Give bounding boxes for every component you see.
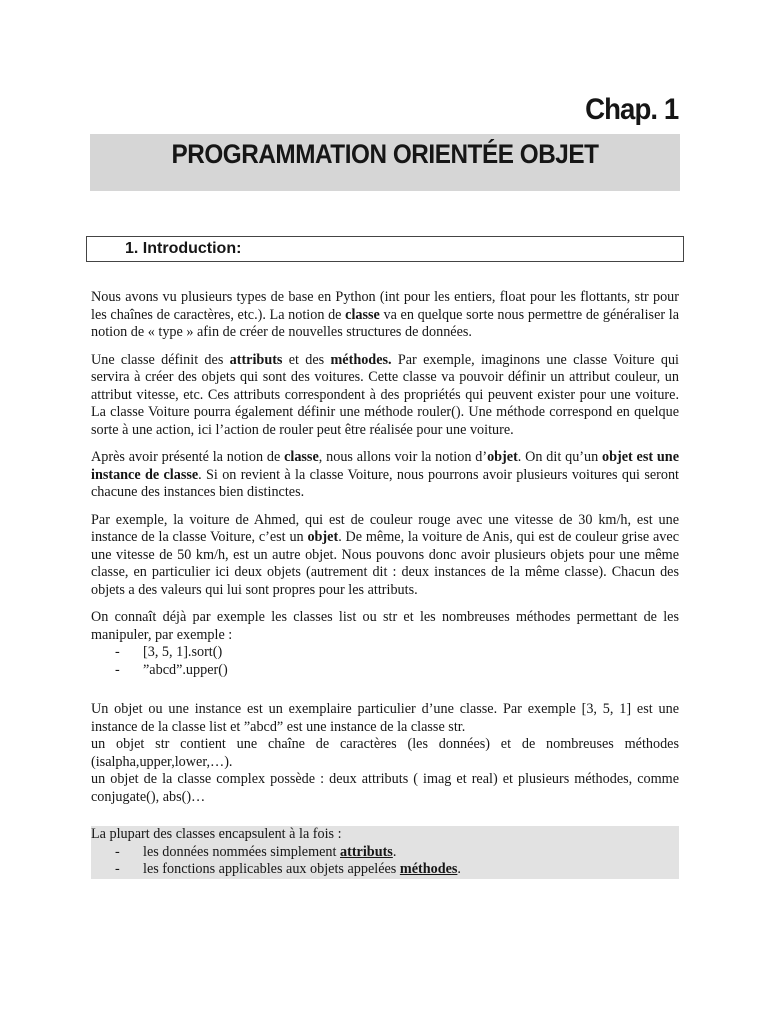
paragraph-5: On connaît déjà par exemple les classes list ou str et les nombreuses méthodes permettant de les manipuler, par exemple : [91, 609, 679, 643]
bold-term: attributs [229, 351, 283, 368]
text-run: . [392, 843, 397, 860]
paragraph-2 [91, 352, 679, 440]
text-run: , nous allons voir la notion d’ [318, 449, 488, 465]
bold-term: objet [307, 529, 339, 545]
text-run: . [457, 861, 461, 877]
document-body [91, 289, 679, 879]
page-title: PROGRAMMATION ORIENTÉE OBJET [171, 139, 599, 169]
text-run: . De même, la voiture de Anis, qui est de couleur grise avec une vitesse de 50 km/h, est un autre objet. Nous pouvons donc avoir plusieurs objets pour une même classe, en particulier ici deux objets (autrement dit : deux instances de la même classe). Chacun des objets a des valeurs qui lui sont propres pour les attributs. [91, 529, 679, 598]
paragraph-6-line: un objet str contient une chaîne de caractères (les données) et de nombreuses méthodes (isalpha,upper,lower,…). [91, 736, 679, 770]
list-item: - ”abcd”.upper() [91, 662, 679, 680]
title-banner [90, 134, 680, 191]
bold-term: méthodes [399, 861, 458, 877]
paragraph-4 [91, 512, 679, 600]
text-run: et des [282, 351, 331, 368]
bold-term: objet est une instance de classe [91, 449, 679, 483]
text-run: les données nommées simplement [143, 843, 341, 860]
bold-term: attributs [340, 843, 393, 860]
paragraph-6-line: Un objet ou une instance est un exemplaire particulier d’une classe. Par exemple [3, 5, 1] est une instance de la classe list et ”abcd” est une instance de la classe str. [91, 701, 679, 735]
text-run: Une classe définit des [91, 351, 230, 368]
list-item: - [3, 5, 1].sort() [91, 644, 679, 662]
paragraph-1 [91, 289, 679, 342]
text-run: les fonctions applicables aux objets appelées [143, 861, 400, 877]
chapter-label: Chap. 1 [584, 93, 678, 126]
text-run: Par exemple, la voiture de Ahmed, qui est de couleur rouge avec une vitesse de 30 km/h, est une instance de la classe Voiture, c’est un [91, 511, 679, 545]
paragraph-6-line: un objet de la classe complex possède : deux attributs ( imag et real) et plusieurs méthodes, comme conjugate(), abs()… [91, 771, 679, 805]
summary-intro: La plupart des classes encapsulent à la fois : [91, 826, 342, 842]
text-run: Après avoir présenté la notion de [91, 449, 285, 465]
bold-term: méthodes. [330, 351, 392, 368]
list-item [91, 844, 679, 862]
section-heading-box [86, 236, 684, 262]
list-item [91, 861, 679, 879]
section-title: 1. Introduction: [125, 240, 242, 257]
text-run: Nous avons vu plusieurs types de base en Python (int pour les entiers, float pour les flottants, str pour les chaînes de caractères, etc.). La notion de [91, 289, 679, 323]
summary-list [91, 844, 679, 879]
summary-box [91, 826, 679, 879]
text-run: va en quelque sorte nous permettre de généraliser la notion de « type » afin de créer de nouvelles structures de données. [91, 306, 679, 340]
text-run: . On dit qu’un [517, 449, 603, 465]
example-list [91, 644, 679, 679]
bold-term: classe [345, 306, 380, 323]
paragraph-3 [91, 449, 679, 502]
bold-term: objet [487, 449, 518, 465]
text-run: Par exemple, imaginons une classe Voiture qui servira à créer des objets qui sont des voitures. Cette classe va pouvoir définir un attribut couleur, un attribut vitesse, etc. Ces attributs correspondent à des propriétés qui peuvent exister pour une voiture. La classe Voiture pourra également définir une méthode rouler(). Une méthode correspond en quelque sorte à une action, ici l’action de rouler peut être réalisée pour une voiture. [91, 351, 679, 438]
text-run: . Si on revient à la classe Voiture, nous pourrons avoir plusieurs voitures qui seront chacune des instances bien distinctes. [91, 466, 679, 500]
bold-term: classe [284, 449, 319, 465]
